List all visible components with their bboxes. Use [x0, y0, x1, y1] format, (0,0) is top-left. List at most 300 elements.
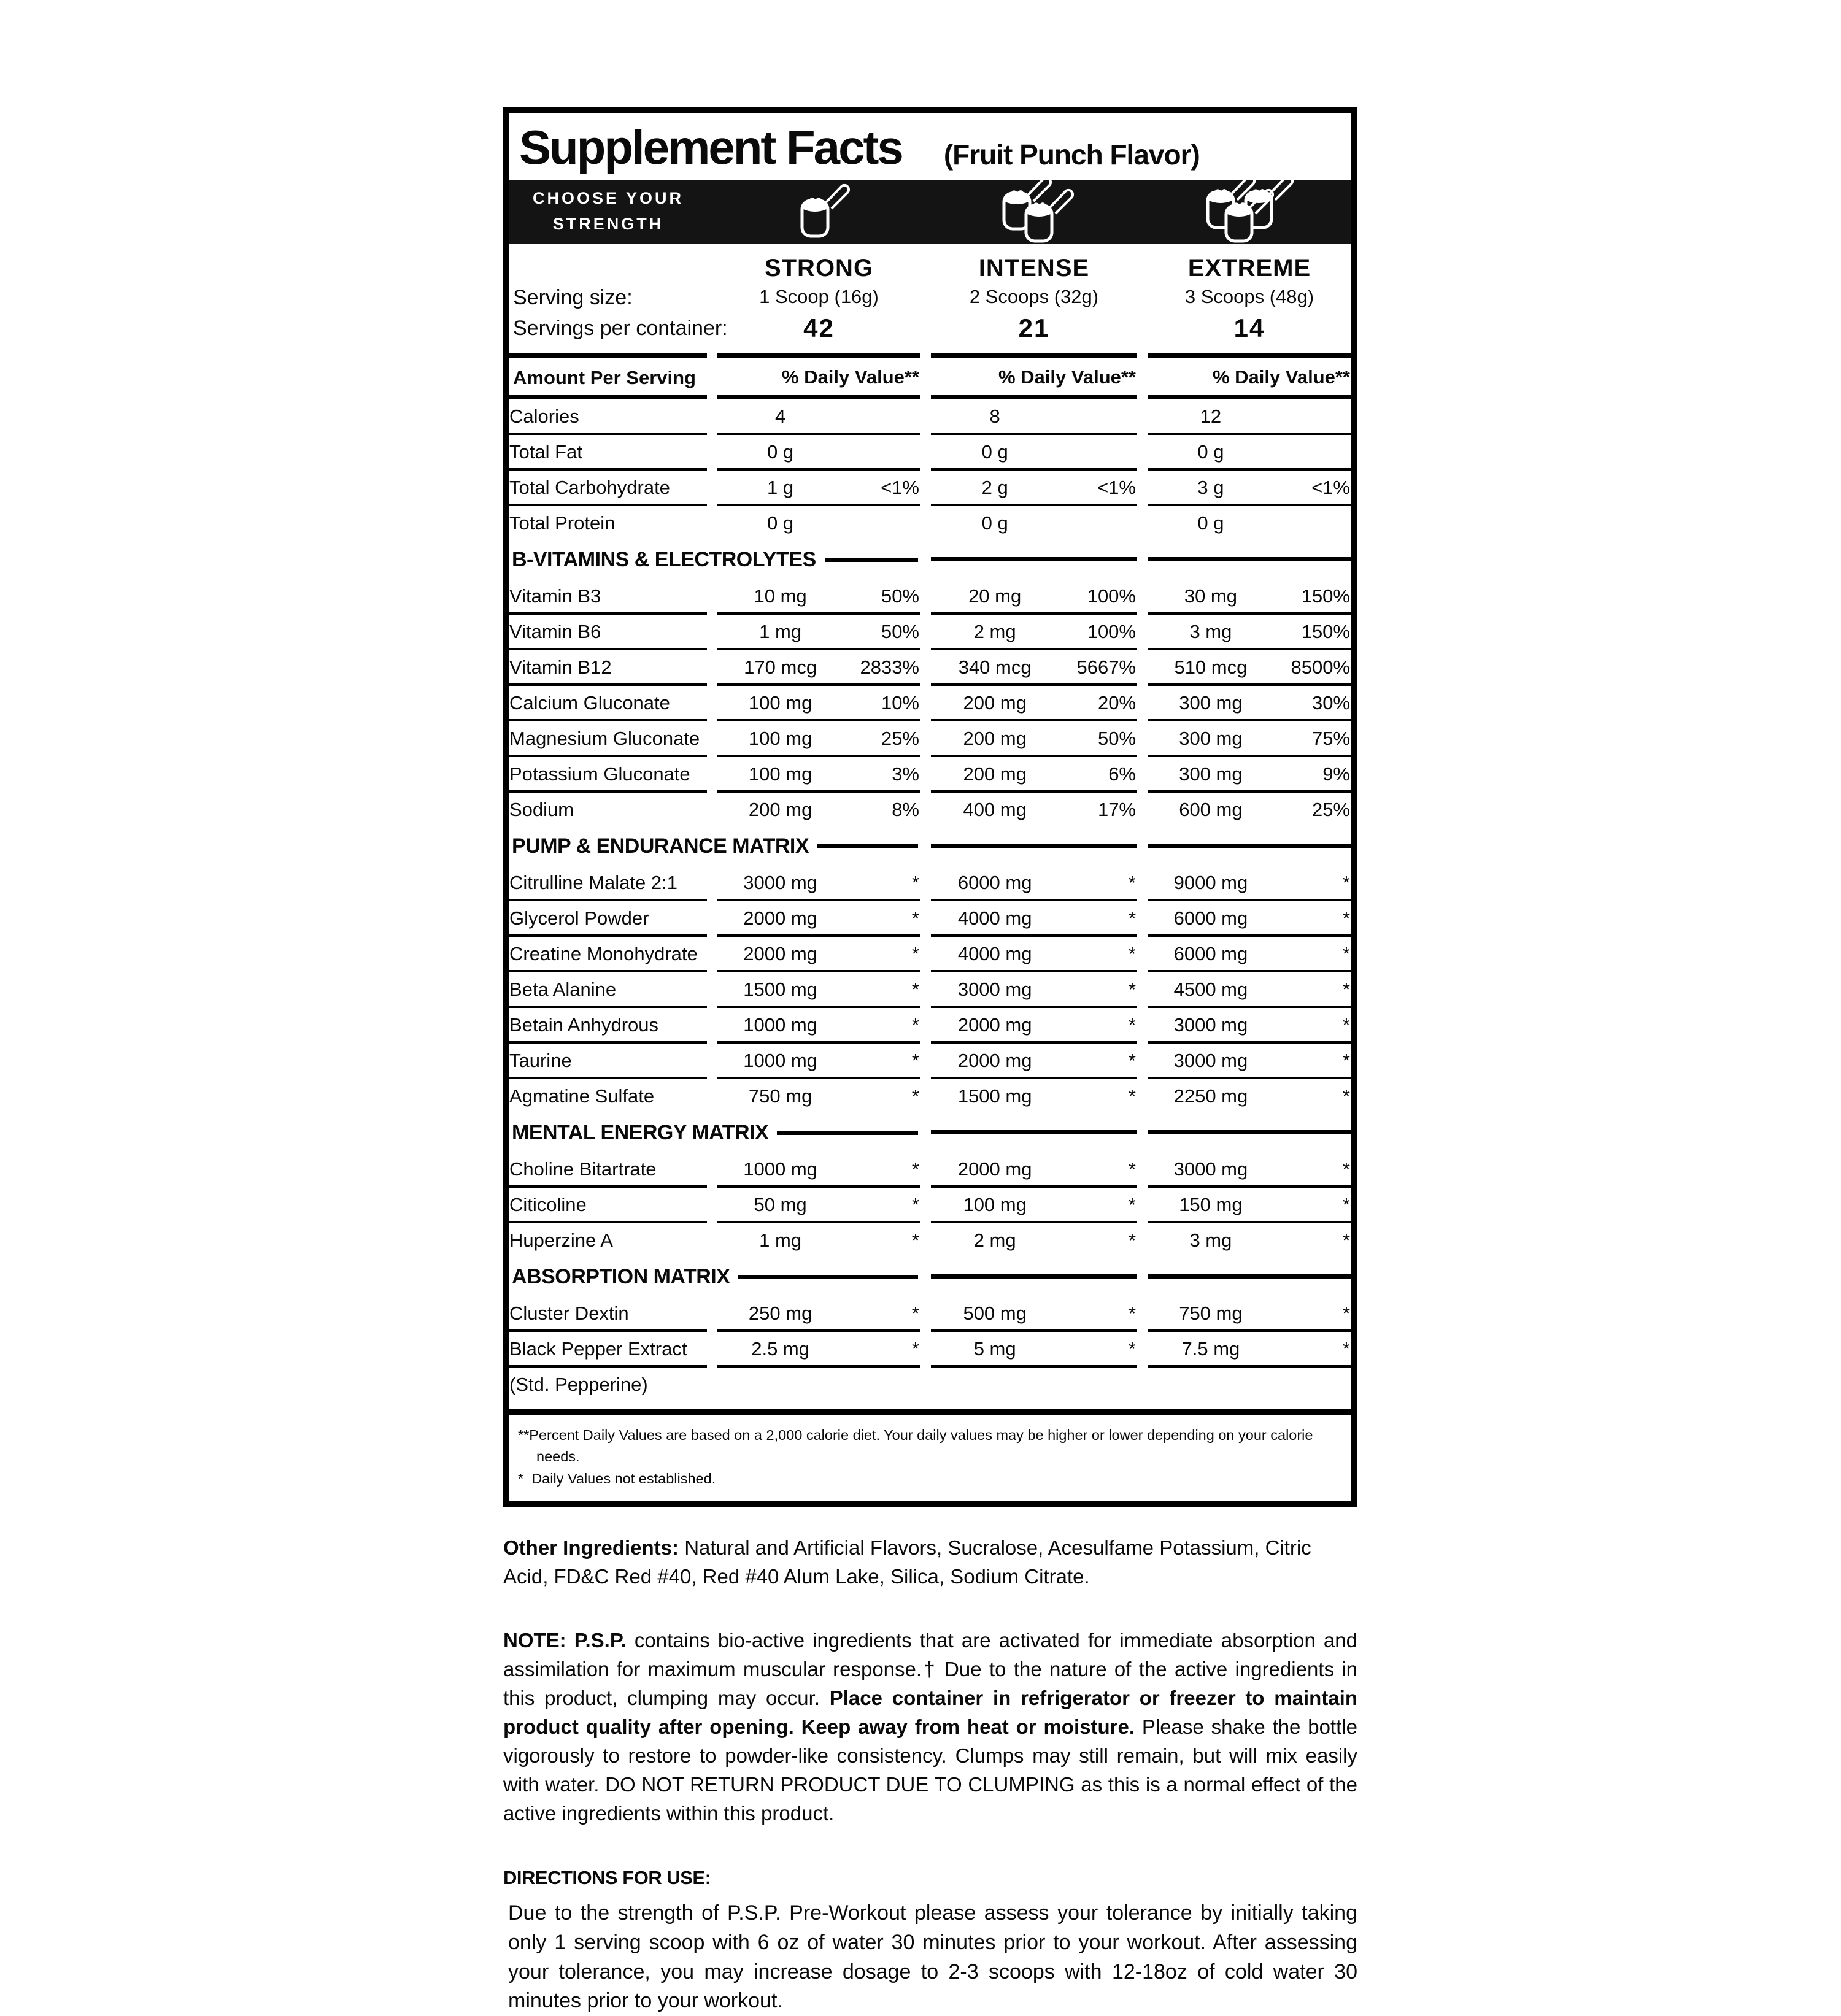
- value-cell: [931, 435, 1137, 471]
- nutrient-name: Creatine Monohydrate: [509, 937, 707, 972]
- value-cell: [717, 506, 920, 539]
- value-cell: [717, 471, 920, 506]
- value-cell: [717, 1152, 920, 1188]
- amount-per-serving-row: [509, 360, 1351, 395]
- section-rule: [1148, 844, 1351, 848]
- daily-value: *: [1128, 979, 1136, 1000]
- daily-value: 9%: [1322, 763, 1350, 785]
- nutrient-name: Agmatine Sulfate: [509, 1085, 655, 1107]
- amount-value: 300 mg: [1179, 692, 1243, 714]
- daily-value: 8500%: [1291, 656, 1350, 678]
- amount-value: 300 mg: [1179, 763, 1243, 785]
- section-rule: [777, 1131, 918, 1135]
- value-cell: [717, 1332, 920, 1368]
- daily-value: *: [911, 907, 919, 929]
- daily-value: 150%: [1301, 585, 1350, 607]
- amount-value: 0 g: [981, 441, 1008, 463]
- value-cell: [717, 972, 920, 1008]
- section-rule: [931, 1274, 1137, 1279]
- amount-value: 12: [1200, 406, 1222, 427]
- value-cell: [931, 1008, 1137, 1044]
- text-run: contains bio-active ingredients that are activated for immediate absorption and assimilation for maximum muscular response.† Due to the nature of the active ingredients in this product, clumping may occur.: [503, 1629, 1357, 1710]
- daily-value: 10%: [881, 692, 919, 714]
- directions-heading: DIRECTIONS FOR USE:: [503, 1867, 711, 1889]
- section-rule: [931, 1130, 1137, 1134]
- daily-value: *: [911, 1194, 919, 1215]
- amount-value: 150 mg: [1179, 1194, 1243, 1215]
- daily-value: <1%: [1311, 477, 1350, 498]
- value-cell: [931, 937, 1137, 972]
- amount-value: 2000 mg: [957, 1014, 1032, 1036]
- supplement-facts-panel: [503, 107, 1357, 1507]
- daily-value: *: [1128, 1050, 1136, 1071]
- amount-value: 2250 mg: [1173, 1085, 1248, 1107]
- daily-value: *: [911, 1014, 919, 1036]
- value-cell: [1148, 972, 1351, 1008]
- daily-value: 25%: [1311, 799, 1350, 820]
- nutrient-name: Black Pepper Extract: [509, 1332, 707, 1368]
- value-cell: [717, 686, 920, 721]
- table-row: [509, 1368, 1351, 1401]
- nutrient-name: Calcium Gluconate: [509, 686, 707, 721]
- daily-value: 5667%: [1076, 656, 1136, 678]
- nutrient-name: Calories: [509, 399, 707, 435]
- serving-size-label: Serving size:: [513, 286, 633, 309]
- strength-header-row: [509, 244, 1351, 282]
- section-rule: [931, 557, 1137, 561]
- amount-value: 170 mcg: [744, 656, 817, 678]
- table-row: [509, 1079, 1351, 1112]
- amount-value: 6000 mg: [1173, 907, 1248, 929]
- section-title: MENTAL ENERGY MATRIX: [512, 1121, 769, 1144]
- value-cell: [1148, 937, 1351, 972]
- amount-value: 2000 mg: [743, 907, 817, 929]
- daily-value: *: [911, 1085, 919, 1107]
- value-cell: [1148, 1008, 1351, 1044]
- amount-value: 1500 mg: [957, 1085, 1032, 1107]
- amount-value: 2.5 mg: [751, 1338, 809, 1360]
- amount-value: 340 mcg: [958, 656, 1032, 678]
- daily-value: 100%: [1087, 585, 1136, 607]
- value-cell: [1148, 615, 1351, 650]
- nutrient-name: Total Fat: [509, 435, 707, 471]
- value-cell: [717, 1223, 920, 1256]
- choose-strength-line2: STRENGTH: [552, 215, 664, 233]
- three-scoops-icon: [1188, 181, 1311, 242]
- amount-value: 400 mg: [963, 799, 1027, 820]
- nutrient-name: Beta Alanine: [509, 972, 707, 1008]
- amount-value: 8: [989, 406, 1000, 427]
- section-title: PUMP & ENDURANCE MATRIX: [512, 834, 809, 858]
- one-scoop-icon: [776, 182, 862, 241]
- servings-label: Servings per container:: [513, 316, 728, 340]
- amount-value: 7.5 mg: [1181, 1338, 1240, 1360]
- amount-value: 3000 mg: [1173, 1014, 1248, 1036]
- daily-value: *: [1342, 1014, 1350, 1036]
- value-cell: [931, 399, 1137, 435]
- nutrient-name: Total Carbohydrate: [509, 471, 707, 506]
- amount-value: 2 mg: [973, 1229, 1016, 1251]
- nutrient-name: Total Protein: [509, 512, 616, 534]
- amount-value: 3 g: [1197, 477, 1224, 498]
- value-cell: [931, 506, 1137, 539]
- nutrient-name: (Std. Pepperine): [509, 1374, 648, 1395]
- amount-value: 250 mg: [748, 1302, 812, 1324]
- column-header-intense: INTENSE: [978, 255, 1090, 282]
- section-header: [509, 826, 920, 866]
- nutrient-name: Glycerol Powder: [509, 901, 707, 937]
- daily-value: *: [1128, 1194, 1136, 1215]
- daily-value-header-strong: % Daily Value**: [781, 366, 919, 388]
- daily-value-header-extreme: % Daily Value**: [1212, 366, 1350, 388]
- column-header-extreme: EXTREME: [1187, 255, 1311, 282]
- daily-value: *: [1342, 872, 1350, 893]
- nutrient-name: Magnesium Gluconate: [509, 721, 707, 757]
- value-cell: [931, 471, 1137, 506]
- serving-size-extreme: 3 Scoops (48g): [1184, 286, 1314, 307]
- amount-value: 3 mg: [1189, 621, 1232, 642]
- amount-value: 4500 mg: [1173, 979, 1248, 1000]
- section-rule: [1148, 557, 1351, 561]
- nutrient-name: Citicoline: [509, 1188, 707, 1223]
- daily-value: *: [1128, 1158, 1136, 1180]
- daily-value: <1%: [1097, 477, 1136, 498]
- amount-value: 750 mg: [1179, 1302, 1243, 1324]
- value-cell: [1148, 1188, 1351, 1223]
- value-cell: [931, 1332, 1137, 1368]
- amount-value: 5 mg: [973, 1338, 1016, 1360]
- daily-value: 50%: [881, 585, 919, 607]
- amount-value: 100 mg: [748, 692, 812, 714]
- table-row: [509, 866, 1351, 901]
- serving-size-intense: 2 Scoops (32g): [969, 286, 1099, 307]
- table-row: [509, 399, 1351, 435]
- amount-value: 100 mg: [748, 763, 812, 785]
- daily-value: *: [1342, 943, 1350, 964]
- footnotes: [509, 1415, 1351, 1501]
- amount-value: 0 g: [767, 512, 794, 534]
- daily-value: 8%: [892, 799, 919, 820]
- daily-value: *: [911, 979, 919, 1000]
- amount-value: 200 mg: [963, 763, 1027, 785]
- section-header: [509, 1256, 920, 1296]
- note-paragraph: [503, 1626, 1357, 1828]
- panel-title-row: [509, 113, 1351, 177]
- value-cell: [1148, 793, 1351, 826]
- nutrient-name: Huperzine A: [509, 1229, 613, 1251]
- amount-value: 0 g: [1197, 512, 1224, 534]
- amount-value: 3000 mg: [743, 872, 817, 893]
- amount-value: 20 mg: [968, 585, 1022, 607]
- value-cell: [1148, 1044, 1351, 1079]
- table-row: [509, 972, 1351, 1008]
- table-row: [509, 650, 1351, 686]
- section-rule: [817, 844, 918, 848]
- amount-value: 1 mg: [759, 621, 802, 642]
- value-cell: [1148, 686, 1351, 721]
- footnote-rule: [509, 1409, 1351, 1415]
- value-cell: [717, 937, 920, 972]
- value-cell: [931, 1223, 1137, 1256]
- daily-value: *: [911, 1338, 919, 1360]
- value-cell: [717, 757, 920, 793]
- daily-value: *: [911, 1050, 919, 1071]
- amount-value: 50 mg: [754, 1194, 807, 1215]
- amount-value: 3 mg: [1189, 1229, 1232, 1251]
- section-title: ABSORPTION MATRIX: [512, 1265, 730, 1288]
- column-header-strong: STRONG: [764, 255, 874, 282]
- daily-value: 50%: [1097, 728, 1136, 749]
- daily-value: *: [911, 1302, 919, 1324]
- amount-value: 1 mg: [759, 1229, 802, 1251]
- nutrient-name: Citrulline Malate 2:1: [509, 866, 707, 901]
- servings-intense: 21: [1018, 314, 1050, 342]
- panel-title: Supplement Facts: [519, 120, 902, 174]
- daily-value: *: [1128, 1085, 1136, 1107]
- nutrient-name: Taurine: [509, 1044, 707, 1079]
- section-header-row: [509, 1112, 1351, 1152]
- section-rule: [931, 844, 1137, 848]
- value-cell: [1148, 901, 1351, 937]
- value-cell: [931, 1152, 1137, 1188]
- value-cell: [1148, 399, 1351, 435]
- servings-per-container-row: [509, 314, 1351, 343]
- value-cell: [931, 1296, 1137, 1332]
- value-cell: [717, 1296, 920, 1332]
- directions-paragraph: Due to the strength of P.S.P. Pre-Workout please assess your tolerance by initially taking only 1 serving scoop with 6 oz of water 30 minutes prior to your workout. After assessing your tolerance, you may increase dosage to 2-3 scoops with 12-18oz of cold water 30 minutes prior to your workout.: [508, 1901, 1357, 2013]
- amount-value: 2 g: [981, 477, 1008, 498]
- amount-value: 2000 mg: [957, 1050, 1032, 1071]
- daily-value: 30%: [1311, 692, 1350, 714]
- amount-value: 4: [774, 406, 786, 427]
- value-cell: [931, 686, 1137, 721]
- amount-value: 4000 mg: [957, 907, 1032, 929]
- nutrient-name: Cluster Dextin: [509, 1296, 707, 1332]
- amount-value: 3000 mg: [1173, 1050, 1248, 1071]
- amount-value: 1000 mg: [743, 1158, 817, 1180]
- section-header-row: [509, 539, 1351, 579]
- section-title: B-VITAMINS & ELECTROLYTES: [512, 548, 816, 571]
- value-cell: [931, 1188, 1137, 1223]
- value-cell: [717, 866, 920, 901]
- value-cell: [717, 721, 920, 757]
- value-cell: [1148, 1152, 1351, 1188]
- value-cell: [717, 1188, 920, 1223]
- table-row: [509, 757, 1351, 793]
- text-run: Please shake the bottle vigorously to restore to powder-like consistency. Clumps may still remain, but will mix easily with water. DO NOT RETURN PRODUCT DUE TO CLUMPING as this is a normal effect of the active ingredients within this product.: [503, 1715, 1357, 1825]
- amount-value: 30 mg: [1184, 585, 1237, 607]
- amount-value: 2000 mg: [743, 943, 817, 964]
- section-rule: [738, 1275, 918, 1279]
- aps-bottom-rule: [509, 395, 1351, 399]
- value-cell: [1148, 435, 1351, 471]
- value-cell: [931, 901, 1137, 937]
- value-cell: [1148, 1223, 1351, 1256]
- table-row: [509, 435, 1351, 471]
- section-rule: [1148, 1130, 1351, 1134]
- value-cell: [931, 579, 1137, 615]
- footnote-not-established: * Daily Values not established.: [518, 1470, 716, 1487]
- daily-value: 3%: [892, 763, 919, 785]
- daily-value: *: [911, 872, 919, 893]
- value-cell: [717, 1044, 920, 1079]
- value-cell: [931, 1079, 1137, 1112]
- table-row: [509, 1188, 1351, 1223]
- spacer: [509, 255, 707, 282]
- serving-size-strong: 1 Scoop (16g): [759, 286, 879, 307]
- daily-value: *: [1128, 1338, 1136, 1360]
- text-run: Natural and Artificial Flavors, Sucralose, Acesulfame Potassium, Citric Acid, FD&C Red #40, Red #40 Alum Lake, Silica, Sodium Citrate.: [503, 1536, 1311, 1588]
- amount-value: 6000 mg: [1173, 943, 1248, 964]
- table-row: [509, 615, 1351, 650]
- daily-value: *: [1342, 979, 1350, 1000]
- daily-value: *: [911, 1229, 919, 1251]
- daily-value: *: [1128, 1014, 1136, 1036]
- amount-value: 2 mg: [973, 621, 1016, 642]
- value-cell: [717, 399, 920, 435]
- value-cell: [1148, 866, 1351, 901]
- daily-value: 20%: [1097, 692, 1136, 714]
- daily-value: *: [1128, 907, 1136, 929]
- label-column: [503, 107, 1357, 2016]
- amount-value: 750 mg: [748, 1085, 812, 1107]
- servings-extreme: 14: [1233, 314, 1265, 342]
- value-cell: [931, 866, 1137, 901]
- text-run: NOTE: P.S.P.: [503, 1629, 635, 1652]
- amount-value: 1000 mg: [743, 1050, 817, 1071]
- value-cell: [1148, 1296, 1351, 1332]
- value-cell: [1148, 721, 1351, 757]
- other-ingredients-paragraph: [503, 1534, 1357, 1591]
- amount-value: 0 g: [767, 441, 794, 463]
- daily-value: <1%: [881, 477, 919, 498]
- nutrient-name: Vitamin B6: [509, 615, 707, 650]
- amount-value: 510 mcg: [1174, 656, 1248, 678]
- daily-value: *: [1342, 1194, 1350, 1215]
- daily-value: *: [1128, 943, 1136, 964]
- value-cell: [717, 579, 920, 615]
- value-cell: [717, 615, 920, 650]
- section-header: [509, 539, 920, 579]
- amount-value: 10 mg: [754, 585, 807, 607]
- table-row: [509, 721, 1351, 757]
- daily-value: 25%: [881, 728, 919, 749]
- nutrient-name: Choline Bitartrate: [509, 1152, 707, 1188]
- value-cell: [717, 1368, 920, 1401]
- amount-value: 1500 mg: [743, 979, 817, 1000]
- choose-strength-label: [509, 186, 707, 237]
- amount-value: 0 g: [1197, 441, 1224, 463]
- table-row: [509, 1296, 1351, 1332]
- table-row: [509, 506, 1351, 539]
- table-row: [509, 1008, 1351, 1044]
- value-cell: [717, 435, 920, 471]
- header-rule: [509, 353, 1351, 358]
- daily-value: *: [1342, 907, 1350, 929]
- value-cell: [1148, 506, 1351, 539]
- choose-strength-band: [509, 180, 1351, 244]
- value-cell: [1148, 1079, 1351, 1112]
- table-row: [509, 686, 1351, 721]
- footnote-daily-values: **Percent Daily Values are based on a 2,000 calorie diet. Your daily values may be higher or lower depending on your calorie needs.: [518, 1427, 1313, 1465]
- value-cell: [931, 721, 1137, 757]
- amount-value: 600 mg: [1179, 799, 1243, 820]
- choose-strength-line1: CHOOSE YOUR: [532, 189, 684, 208]
- value-cell: [1148, 1332, 1351, 1368]
- value-cell: [931, 757, 1137, 793]
- table-row: [509, 471, 1351, 506]
- value-cell: [1148, 1368, 1351, 1401]
- value-cell: [717, 650, 920, 686]
- amount-value: 200 mg: [963, 692, 1027, 714]
- amount-per-serving-label: Amount Per Serving: [513, 367, 696, 388]
- amount-value: 2000 mg: [957, 1158, 1032, 1180]
- daily-value-header-intense: % Daily Value**: [998, 366, 1136, 388]
- value-cell: [717, 1008, 920, 1044]
- nutrient-name: Betain Anhydrous: [509, 1008, 707, 1044]
- value-cell: [717, 1079, 920, 1112]
- daily-value: 100%: [1087, 621, 1136, 642]
- nutrient-name: Vitamin B12: [509, 650, 707, 686]
- table-row: [509, 793, 1351, 826]
- nutrition-table: [509, 399, 1351, 1401]
- serving-size-row: [509, 286, 1351, 310]
- value-cell: [931, 793, 1137, 826]
- amount-value: 200 mg: [963, 728, 1027, 749]
- amount-value: 4000 mg: [957, 943, 1032, 964]
- value-cell: [717, 901, 920, 937]
- daily-value: *: [1128, 1229, 1136, 1251]
- daily-value: 50%: [881, 621, 919, 642]
- daily-value: *: [911, 1158, 919, 1180]
- daily-value: 75%: [1311, 728, 1350, 749]
- section-rule: [1148, 1274, 1351, 1279]
- value-cell: [717, 793, 920, 826]
- daily-value: *: [1128, 872, 1136, 893]
- text-run: Other Ingredients:: [503, 1536, 685, 1559]
- value-cell: [931, 615, 1137, 650]
- table-row: [509, 579, 1351, 615]
- section-header-row: [509, 826, 1351, 866]
- table-row: [509, 1152, 1351, 1188]
- servings-strong: 42: [803, 314, 835, 342]
- value-cell: [1148, 757, 1351, 793]
- amount-value: 6000 mg: [957, 872, 1032, 893]
- section-header-row: [509, 1256, 1351, 1296]
- amount-value: 9000 mg: [1173, 872, 1248, 893]
- amount-value: 100 mg: [963, 1194, 1027, 1215]
- table-row: [509, 937, 1351, 972]
- amount-value: 100 mg: [748, 728, 812, 749]
- value-cell: [931, 1044, 1137, 1079]
- daily-value: *: [1342, 1229, 1350, 1251]
- daily-value: 150%: [1301, 621, 1350, 642]
- value-cell: [931, 972, 1137, 1008]
- value-cell: [1148, 579, 1351, 615]
- table-row: [509, 1223, 1351, 1256]
- amount-value: 0 g: [981, 512, 1008, 534]
- daily-value: *: [1342, 1158, 1350, 1180]
- nutrient-name: Sodium: [509, 799, 574, 820]
- amount-value: 300 mg: [1179, 728, 1243, 749]
- daily-value: *: [1128, 1302, 1136, 1324]
- daily-value: 17%: [1097, 799, 1136, 820]
- flavor-subtitle: (Fruit Punch Flavor): [943, 139, 1200, 171]
- value-cell: [931, 1368, 1137, 1401]
- daily-value: 6%: [1108, 763, 1136, 785]
- daily-value: *: [1342, 1050, 1350, 1071]
- daily-value: *: [1342, 1302, 1350, 1324]
